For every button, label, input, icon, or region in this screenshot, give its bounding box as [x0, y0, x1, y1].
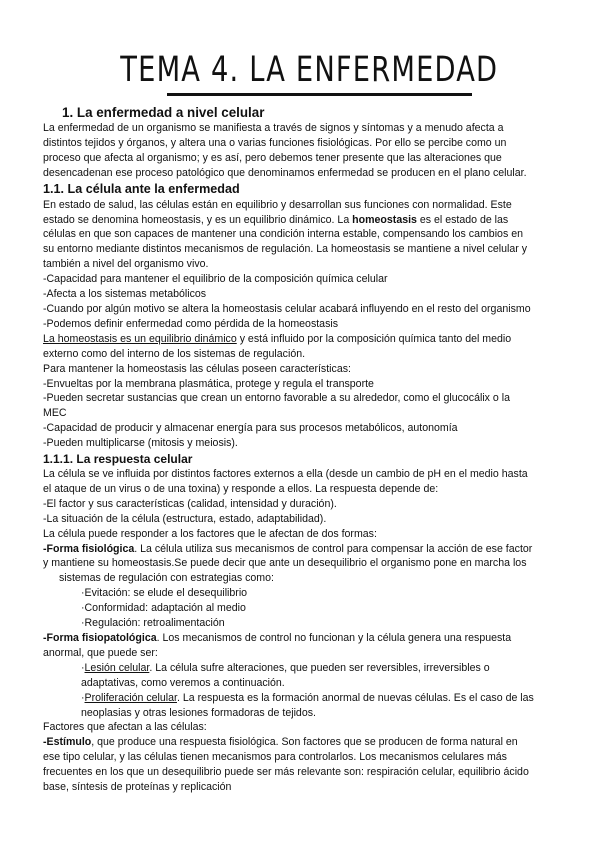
text-line: su entorno mediante distintos mecanismos de regulación. La homeostasis se mantiene a nivel celular y [43, 243, 528, 256]
text-line: externo como del interno de los sistemas de regulación. [43, 347, 306, 360]
list-item: -Cuando por algún motivo se altera la homeostasis celular acabará influyendo en el resto del organismo [43, 302, 531, 315]
text-span: . La respuesta es la formación anormal de nuevas células. Es el caso de las [176, 691, 534, 704]
response-item [43, 691, 555, 706]
text-line: distintos tejidos y órganos, y altera una o varias funciones fisiológicas. Por ello se percibe como un [43, 136, 507, 149]
strategy-item: ·Conformidad: adaptación al medio [81, 602, 246, 615]
bold-term: -Forma fisiopatológica [43, 632, 157, 644]
text-span: y está influido por la composición química tanto del medio [236, 332, 512, 345]
text-span: estado se denomina homeostasis, y es un equilibrio dinámico. La [43, 213, 353, 226]
list-item: -Pueden multiplicarse (mitosis y meiosis). [43, 437, 238, 450]
section-1-1-body [43, 198, 555, 451]
text-line: En estado de salud, las células están en equilibrio y desarrollan sus funciones con normalidad. Este [43, 198, 512, 211]
list-item: -Afecta a los sistemas metabólicos [43, 288, 207, 301]
text-line: neoplasias y otras lesiones formadoras de tejidos. [81, 706, 316, 719]
text-line: el ataque de un virus o de una toxina) y responde a ellos. La respuesta depende de: [43, 482, 439, 495]
text-line: adaptativas, como veremos a continuación. [81, 676, 285, 689]
text-span: · [81, 661, 85, 674]
section-1-1-1-body [43, 467, 555, 795]
text-line [43, 542, 555, 557]
page-title: TEMA 4. LA ENFERMEDAD [120, 50, 498, 90]
underlined-term: La homeostasis es un equilibrio dinámico [43, 332, 237, 345]
text-span: . La célula utiliza sus mecanismos de control para compensar la acción de ese factor [134, 542, 533, 555]
text-line [43, 735, 555, 750]
document-page [43, 50, 555, 795]
title-underline [167, 93, 472, 96]
text-line [43, 213, 555, 228]
text-line: proceso que afecta al organismo; y es así, pero debemos tener presente que las alteraciones que [43, 151, 502, 164]
text-line: células en que son capaces de mantener una condición interna estable, compensando los cambios en [43, 228, 523, 241]
text-span: · [81, 691, 85, 704]
text-line: La enfermedad de un organismo se manifiesta a través de signos y síntomas y a menudo afecta a [43, 122, 504, 134]
text-line: anormal, que puede ser: [43, 646, 158, 659]
text-line: La célula se ve influida por distintos factores externos a ella (desde un cambio de pH en el medio hasta [43, 468, 528, 481]
text-line: frecuentes en los que un desequilibrio puede ser más relevante son: respiración celular, equilibrio ácido [43, 766, 529, 779]
text-line: Para mantener la homeostasis las células poseen características: [43, 362, 351, 375]
text-line: Factores que afectan a las células: [43, 721, 207, 734]
title-block [63, 50, 555, 96]
list-item: -Envueltas por la membrana plasmática, protege y regula el transporte [43, 377, 374, 390]
strategy-item: ·Regulación: retroalimentación [81, 617, 225, 630]
section-1-1-heading: 1.1. La célula ante la enfermedad [43, 181, 240, 196]
text-line: también a nivel del organismo vivo. [43, 258, 209, 271]
text-span: , que produce una respuesta fisiológica. Son factores que se producen de forma natural en [91, 736, 518, 749]
underlined-term: Lesión celular [84, 661, 150, 674]
list-item: MEC [43, 407, 67, 420]
response-item [43, 661, 555, 676]
bold-term: homeostasis [352, 213, 417, 226]
text-line [43, 332, 555, 347]
text-line: La célula puede responder a los factores que le afectan de dos formas: [43, 527, 377, 540]
text-line: ese tipo celular, y las células tienen mecanismos para controlarlos. Los mecanismos celulares más [43, 751, 507, 764]
list-item: -Capacidad para mantener el equilibrio de la composición química celular [43, 273, 388, 286]
underlined-term: Proliferación celular [84, 691, 177, 704]
text-span: . La célula sufre alteraciones, que pueden ser reversibles, irreversibles o [149, 661, 490, 674]
list-item: -Podemos definir enfermedad como pérdida de la homeostasis [43, 317, 339, 330]
text-line: y mantiene su homeostasis.Se puede decir que ante un desequilibrio el organismo pone en marcha los [43, 557, 527, 570]
text-line: -La situación de la célula (estructura, estado, adaptabilidad). [43, 512, 327, 525]
text-line: base, síntesis de proteínas y replicación [43, 781, 232, 794]
list-item: -Capacidad de producir y almacenar energía para sus procesos metabólicos, autonomía [43, 422, 458, 435]
section-1-1-1-heading: 1.1.1. La respuesta celular [43, 452, 193, 467]
bold-term: -Forma fisiológica [43, 542, 135, 555]
text-span: es el estado de las [416, 213, 509, 226]
list-item: -Pueden secretar sustancias que crean un entorno favorable a su alrededor, como el glucocálix o la [43, 392, 510, 405]
text-span: . Los mecanismos de control no funcionan y la célula genera una respuesta [156, 632, 512, 644]
text-line: sistemas de regulación con estrategias como: [59, 572, 274, 585]
section-1-intro [43, 121, 555, 181]
section-1-heading: 1. La enfermedad a nivel celular [62, 105, 265, 120]
text-line: desencadenan ese proceso patológico que denominamos enfermedad se producen en el plano celular. [43, 166, 527, 179]
strategy-item: ·Evitación: se elude el desequilibrio [81, 587, 248, 600]
text-line [43, 631, 555, 646]
text-line: -El factor y sus características (calidad, intensidad y duración). [43, 497, 337, 510]
bold-term: -Estímulo [43, 736, 92, 749]
